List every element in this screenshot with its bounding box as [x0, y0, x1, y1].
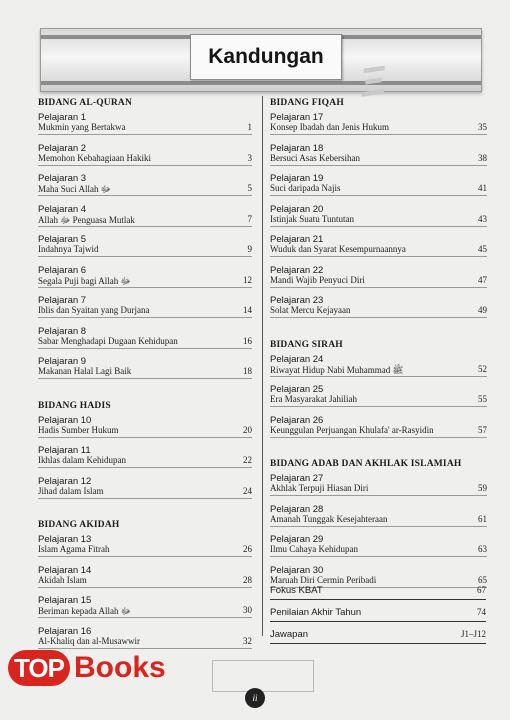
- page-ref: 28: [243, 574, 252, 585]
- lesson-title: Islam Agama Fitrah: [38, 544, 110, 554]
- lesson-label: Pelajaran 14: [38, 564, 92, 576]
- lesson-divider: [38, 287, 252, 288]
- page-ref: 26: [243, 544, 252, 554]
- lesson-label: Pelajaran 21: [270, 234, 324, 245]
- lesson-label: Pelajaran 15: [38, 595, 92, 606]
- lesson-title: Mandi Wajib Penyuci Diri: [270, 274, 365, 285]
- lesson-divider: [270, 437, 487, 438]
- section-heading: BIDANG SIRAH: [270, 339, 343, 350]
- lesson-divider: [38, 195, 252, 196]
- page-ref: 65: [478, 574, 487, 585]
- page-ref: 57: [478, 424, 487, 435]
- lesson-title: Beriman kepada Allah ﷻ: [38, 606, 131, 616]
- lesson-label: Pelajaran 11: [38, 445, 91, 456]
- page-ref: 1: [247, 122, 252, 132]
- page-ref: 7: [247, 213, 252, 224]
- section-heading: BIDANG HADIS: [38, 400, 111, 411]
- lesson-label: Pelajaran 29: [270, 534, 324, 545]
- page-ref: 3: [247, 152, 252, 163]
- lesson-divider: [38, 348, 252, 349]
- lesson-divider: [38, 437, 252, 438]
- lesson-title: Akhlak Terpuji Hiasan Diri: [270, 483, 369, 493]
- lesson-title: Konsep Ibadah dan Jenis Hukum: [270, 122, 389, 132]
- lesson-title: Makanan Halal Lagi Baik: [38, 366, 132, 376]
- lesson-title: Istinjak Suatu Tuntutan: [270, 213, 355, 224]
- lesson-label: Pelajaran 13: [38, 534, 92, 545]
- page-number: ii: [245, 688, 265, 708]
- lesson-title: Maruah Diri Cermin Peribadi: [270, 574, 377, 585]
- lesson-divider: [38, 226, 252, 227]
- lesson-title: Suci daripada Najis: [270, 183, 341, 193]
- section-heading: BIDANG AKIDAH: [38, 520, 120, 530]
- lesson-label: Pelajaran 2: [38, 142, 87, 154]
- lesson-label: Pelajaran 23: [270, 295, 324, 306]
- lesson-label: Pelajaran 24: [270, 353, 324, 365]
- lesson-title: Riwayat Hidup Nabi Muhammad ﷺ: [270, 364, 404, 375]
- lesson-label: Pelajaran 5: [38, 234, 87, 245]
- lesson-divider: [38, 498, 252, 499]
- lesson-label: Pelajaran 16: [38, 625, 92, 637]
- section-rule: [270, 621, 486, 622]
- lesson-label: Pelajaran 6: [38, 264, 87, 276]
- lesson-title: Segala Puji bagi Allah ﷻ: [38, 275, 131, 286]
- lesson-title: Indahnya Tajwid: [38, 244, 99, 254]
- page-ref: 61: [478, 513, 487, 524]
- lesson-divider: [270, 195, 487, 196]
- page-ref: 9: [247, 244, 252, 254]
- page-title: Kandungan: [208, 45, 324, 68]
- section-heading: BIDANG FIQAH: [270, 98, 344, 108]
- section-heading: BIDANG ADAB DAN AKHLAK ISLAMIAH: [270, 459, 462, 469]
- lesson-title: Allah ﷻ Penguasa Mutlak: [38, 214, 135, 225]
- lesson-divider: [270, 134, 487, 135]
- topbooks-logo-top: TOP: [8, 650, 70, 686]
- lesson-divider: [270, 556, 487, 557]
- lesson-divider: [270, 376, 487, 377]
- topbooks-watermark: [8, 648, 208, 688]
- lesson-divider: [38, 134, 252, 135]
- lesson-title: Bersuci Asas Kebersihan: [270, 152, 360, 163]
- lesson-label: Pelajaran 22: [270, 264, 324, 276]
- lesson-title: Amanah Tunggak Kesejahteraan: [270, 513, 388, 524]
- lesson-title: Akidah Islam: [38, 574, 87, 585]
- page-ref: 5: [247, 183, 252, 193]
- page-ref: 59: [478, 483, 487, 493]
- topbooks-logo-books: Books: [74, 651, 166, 684]
- page-ref: 38: [478, 152, 487, 163]
- lesson-divider: [270, 495, 487, 496]
- page-ref: J1–J12: [460, 629, 486, 639]
- section-rule: [270, 643, 486, 644]
- lesson-divider: [38, 467, 252, 468]
- page-ref: 12: [243, 274, 252, 285]
- page-ref: 32: [243, 635, 252, 646]
- background-decoration: Ξ: [356, 58, 390, 106]
- lesson-label: Pelajaran 27: [270, 473, 324, 484]
- lesson-label: Pelajaran 28: [270, 503, 324, 515]
- lesson-divider: [270, 406, 487, 407]
- page-ref: 67: [477, 585, 486, 595]
- page-ref: 16: [243, 335, 252, 346]
- lesson-title: Al-Khaliq dan al-Musawwir: [38, 635, 140, 646]
- lesson-title: Ilmu Cahaya Kehidupan: [270, 544, 358, 554]
- section-rule: [270, 599, 486, 600]
- lesson-label: Pelajaran 1: [38, 112, 87, 123]
- lesson-title: Sabar Menghadapi Dugaan Kehidupan: [38, 335, 178, 346]
- publisher-logo: [212, 660, 314, 692]
- lesson-title: Hadis Sumber Hukum: [38, 424, 119, 435]
- page-ref: 41: [478, 183, 487, 193]
- page-ref: 14: [243, 305, 252, 315]
- lesson-divider: [270, 165, 487, 166]
- lesson-divider: [270, 287, 487, 288]
- title-box: [190, 34, 342, 80]
- page-ref: 45: [478, 244, 487, 254]
- page-ref: 49: [478, 305, 487, 315]
- page-ref: 47: [478, 274, 487, 285]
- lesson-divider: [38, 378, 252, 379]
- lesson-label: Pelajaran 30: [270, 564, 324, 576]
- lesson-label: Pelajaran 19: [270, 173, 324, 184]
- lesson-label: Pelajaran 17: [270, 112, 324, 123]
- lesson-divider: [38, 556, 252, 557]
- lesson-title: Maha Suci Allah ﷻ: [38, 184, 111, 194]
- page-ref: 30: [243, 605, 252, 615]
- lesson-label: Pelajaran 7: [38, 295, 87, 306]
- lesson-label: Pelajaran 12: [38, 475, 92, 487]
- lesson-divider: [270, 526, 487, 527]
- page-ref: 35: [478, 122, 487, 132]
- lesson-title: Jihad dalam Islam: [38, 485, 104, 496]
- page-ref: 24: [243, 485, 252, 496]
- lesson-title: Wuduk dan Syarat Kesempurnaannya: [270, 244, 406, 254]
- extra-section-label: Jawapan: [270, 629, 309, 640]
- lesson-title: Iblis dan Syaitan yang Durjana: [38, 305, 150, 315]
- column-divider: [262, 96, 263, 636]
- page-ref: 55: [478, 394, 487, 404]
- lesson-label: Pelajaran 8: [38, 325, 87, 337]
- lesson-title: Ikhlas dalam Kehidupan: [38, 455, 126, 465]
- page-ref: 63: [478, 544, 487, 554]
- lesson-title: Memohon Kebahagiaan Hakiki: [38, 152, 151, 163]
- lesson-label: Pelajaran 4: [38, 203, 87, 215]
- page-ref: 22: [243, 455, 252, 465]
- page-ref: 43: [478, 213, 487, 224]
- lesson-title: Solat Mercu Kejayaan: [270, 305, 351, 315]
- lesson-divider: [270, 317, 487, 318]
- lesson-divider: [38, 165, 252, 166]
- lesson-label: Pelajaran 25: [270, 384, 324, 395]
- lesson-label: Pelajaran 20: [270, 203, 324, 215]
- lesson-divider: [38, 617, 252, 618]
- lesson-label: Pelajaran 3: [38, 173, 87, 184]
- lesson-label: Pelajaran 9: [38, 356, 87, 367]
- lesson-divider: [38, 256, 252, 257]
- page-ref: 74: [477, 607, 486, 617]
- page-ref: 52: [478, 363, 487, 374]
- lesson-title: Keunggulan Perjuangan Khulafa' ar-Rasyidin: [270, 424, 434, 435]
- lesson-divider: [270, 256, 487, 257]
- lesson-divider: [270, 226, 487, 227]
- page-ref: 18: [243, 366, 252, 376]
- page-ref: 20: [243, 424, 252, 435]
- lesson-label: Pelajaran 26: [270, 414, 324, 426]
- section-heading: BIDANG AL-QURAN: [38, 98, 133, 108]
- lesson-divider: [38, 587, 252, 588]
- extra-section-label: Penilaian Akhir Tahun: [270, 607, 362, 618]
- lesson-title: Mukmin yang Bertakwa: [38, 122, 126, 132]
- extra-section-label: Fokus KBAT: [270, 585, 323, 596]
- lesson-divider: [38, 317, 252, 318]
- lesson-title: Era Masyarakat Jahiliah: [270, 394, 357, 404]
- banner-stripe: [41, 81, 481, 85]
- lesson-label: Pelajaran 10: [38, 414, 92, 426]
- lesson-label: Pelajaran 18: [270, 142, 324, 154]
